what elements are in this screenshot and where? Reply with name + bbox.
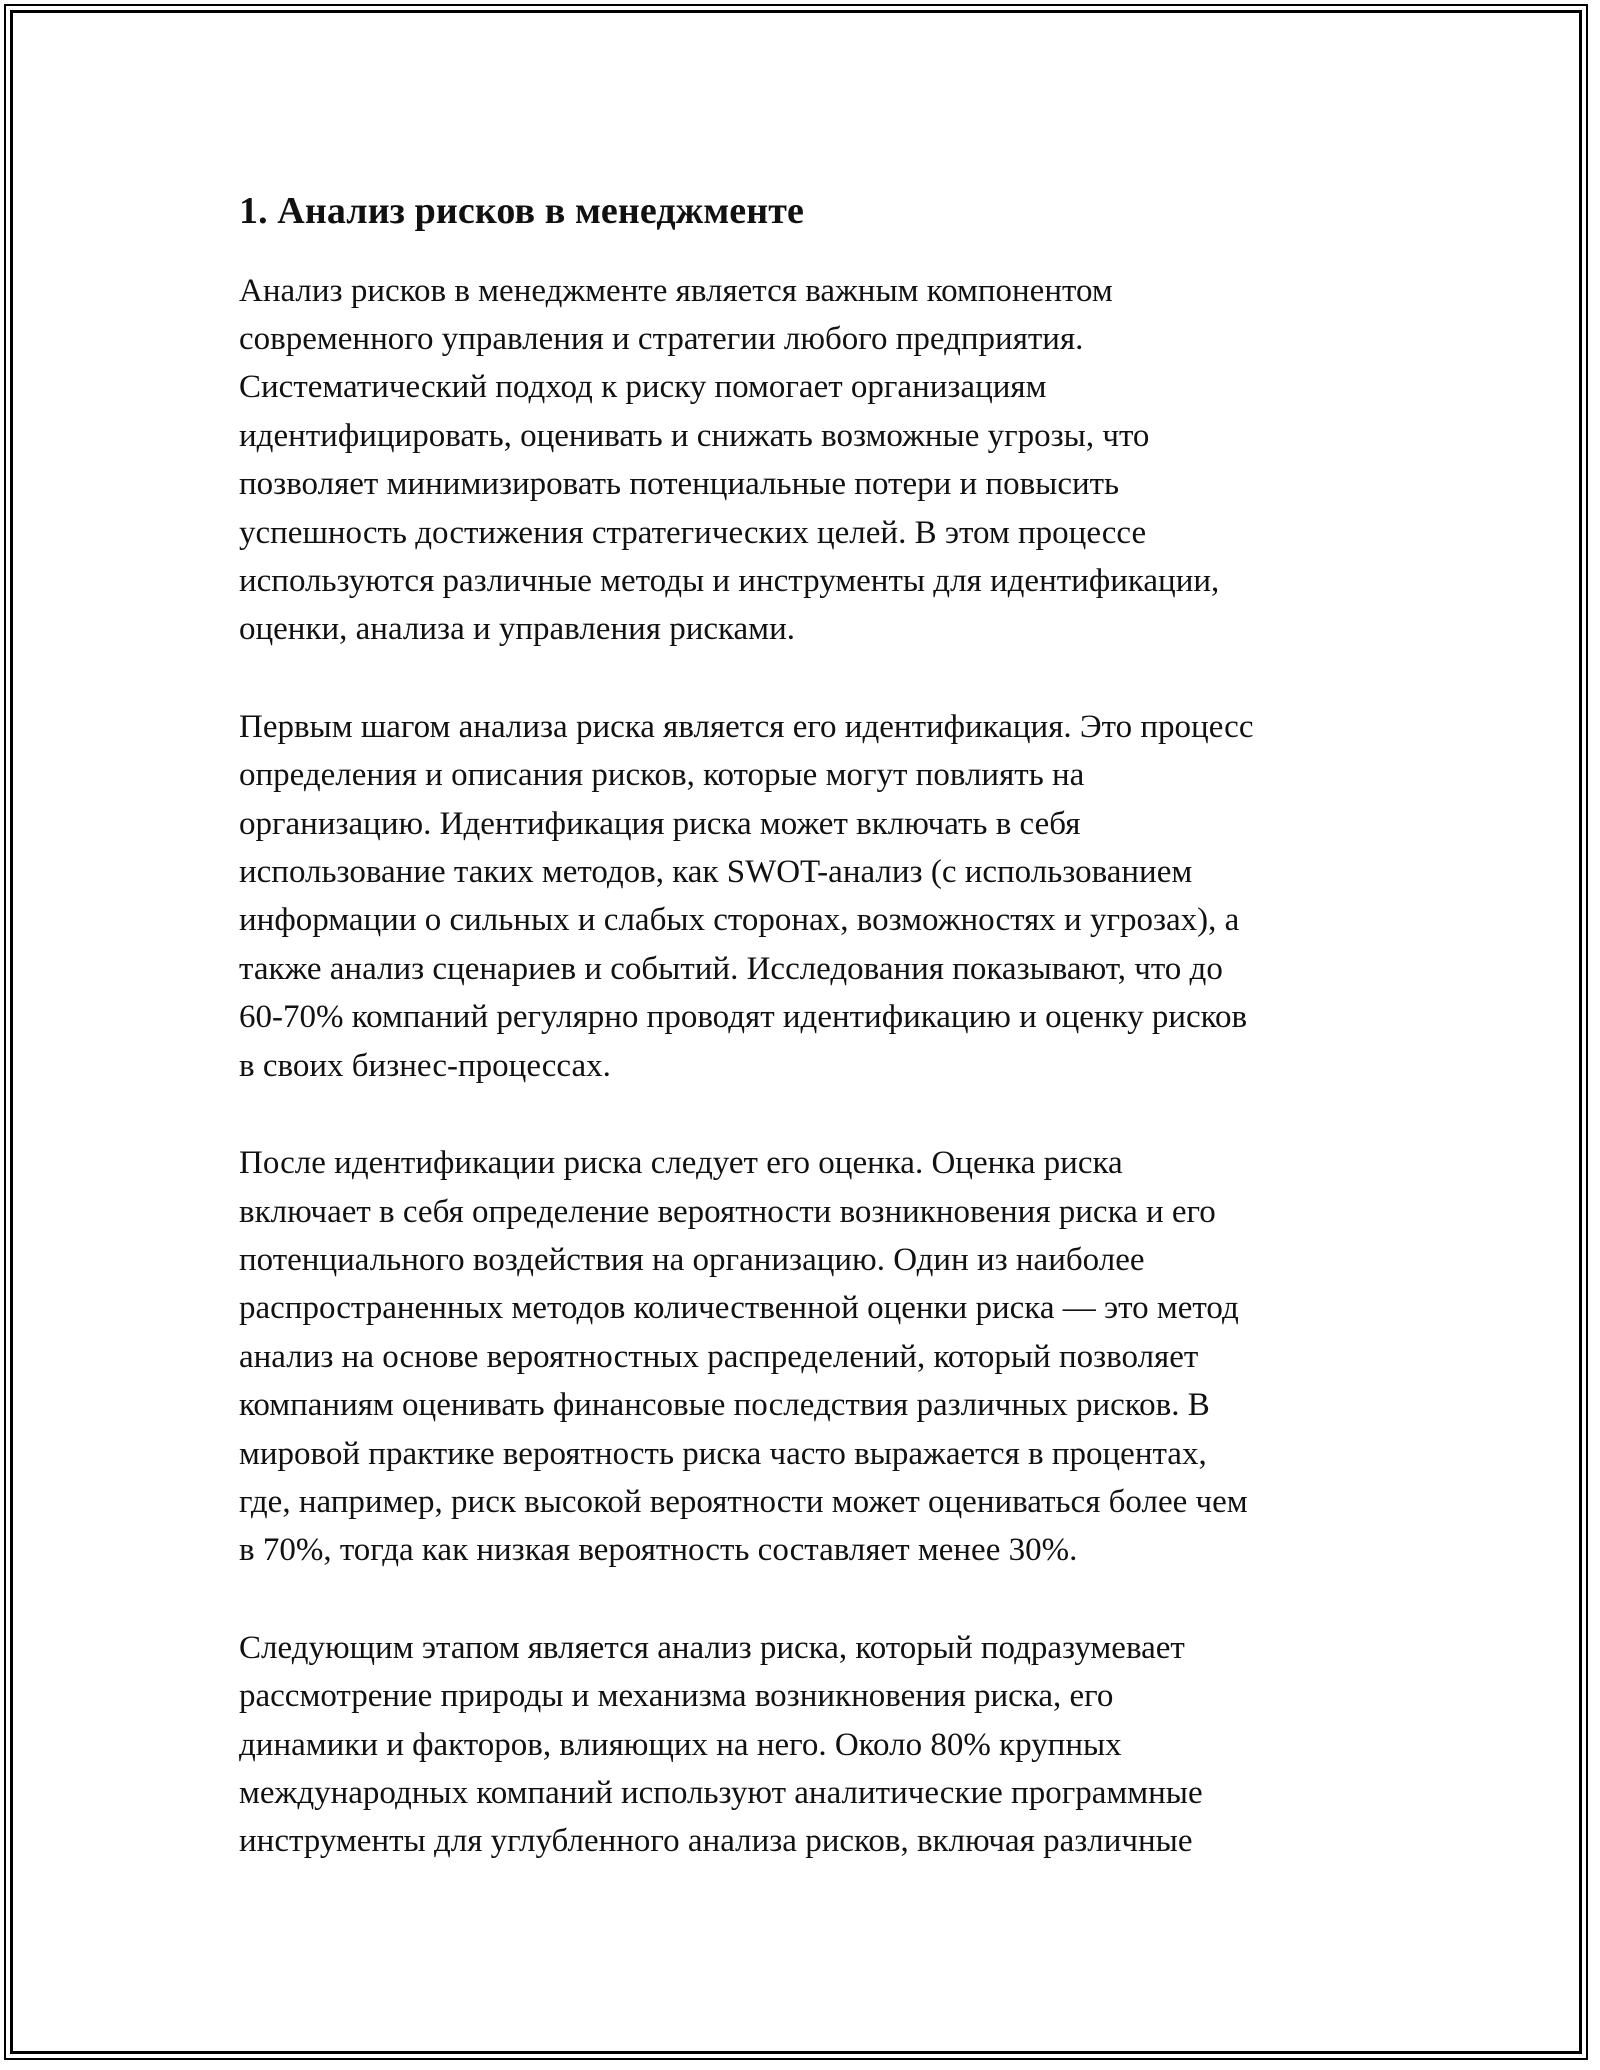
text-line: рассмотрение природы и механизма возникновения риска, его [239,1678,1114,1715]
text-line: Систематический подход к риску помогает организациям [239,369,1047,406]
text-line: оценки, анализа и управления рисками. [239,611,795,648]
document-body [239,189,1389,1915]
text-line: в 70%, тогда как низкая вероятность составляет менее 30%. [239,1532,1078,1569]
text-line: компаниям оценивать финансовые последствия различных рисков. В [239,1387,1210,1424]
text-line: Анализ рисков в менеджменте является важным компонентом [239,272,1113,309]
text-line: информации о сильных и слабых сторонах, возможностях и угрозах), а [239,902,1240,939]
text-line: определения и описания рисков, которые могут повлиять на [239,757,1085,794]
text-line: международных компаний используют аналитические программные [239,1774,1203,1811]
text-line: где, например, риск высокой вероятности может оцениваться более чем [239,1483,1248,1520]
paragraph-assessment [239,1139,1389,1575]
paragraph-intro [239,267,1389,654]
text-line: анализ на основе вероятностных распределений, который позволяет [239,1338,1199,1375]
text-line: идентифицировать, оценивать и снижать возможные угрозы, что [239,417,1150,454]
text-line: организацию. Идентификация риска может включать в себя [239,805,1081,842]
text-line: современного управления и стратегии любого предприятия. [239,321,1084,357]
paragraph-analysis [239,1624,1389,1866]
text-line: также анализ сценариев и событий. Исследования показывают, что до [239,950,1223,987]
text-line: позволяет минимизировать потенциальные потери и повысить [239,466,1120,503]
text-line: потенциального воздействия на организацию. Один из наиболее [239,1241,1145,1278]
text-line: динамики и факторов, влияющих на него. Около 80% крупных [239,1726,1122,1763]
text-line: Следующим этапом является анализ риска, который подразумевает [239,1629,1185,1666]
text-line: используются различные методы и инструменты для идентификации, [239,563,1220,600]
page-frame [4,4,1588,2060]
paragraph-identification [239,703,1389,1090]
text-line: в своих бизнес-процессах. [239,1047,611,1084]
text-line: Первым шагом анализа риска является его идентификация. Это процесс [239,708,1254,745]
page-border [10,10,1582,2054]
text-line: успешность достижения стратегических целей. В этом процессе [239,514,1147,551]
section-heading: 1. Анализ рисков в менеджменте [239,190,805,232]
text-line: инструменты для углубленного анализа рисков, включая различные [239,1823,1193,1860]
text-line: После идентификации риска следует его оценка. Оценка риска [239,1145,1123,1182]
text-line: использование таких методов, как SWOT-анализ (с использованием [239,854,1193,891]
text-line: распространенных методов количественной оценки риска — это метод [239,1290,1239,1327]
text-line: 60-70% компаний регулярно проводят идентификацию и оценку рисков [239,999,1248,1036]
text-line: мировой практике вероятность риска часто выражается в процентах, [239,1435,1207,1472]
text-line: включает в себя определение вероятности возникновения риска и его [239,1193,1216,1230]
